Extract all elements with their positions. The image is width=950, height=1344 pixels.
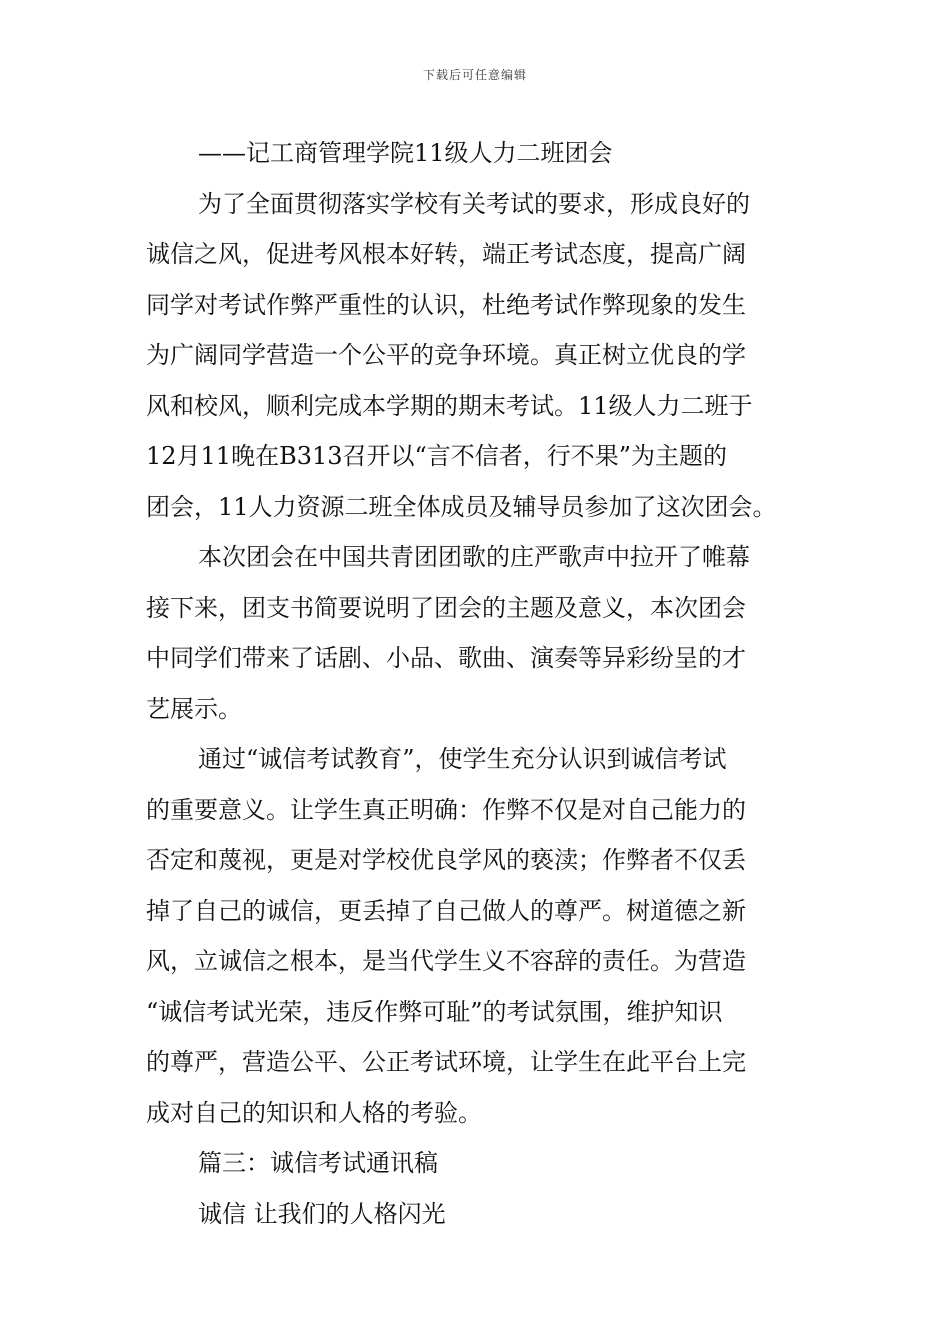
paragraph-line: 的重要意义。让学生真正明确：作弊不仅是对自己能力的 — [146, 795, 746, 824]
paragraph-line: 接下来，团支书简要说明了团会的主题及意义，本次团会 — [146, 593, 746, 622]
paragraph-line: 否定和蔑视，更是对学校优良学风的亵渎；作弊者不仅丢 — [146, 846, 746, 874]
paragraph-1 — [146, 179, 808, 533]
paragraph-line: 通过“诚信考试教育”，使学生充分认识到诚信考试 — [198, 745, 727, 773]
paragraph-line: 为广阔同学营造一个公平的竞争环境。真正树立优良的学 — [146, 341, 746, 369]
paragraph-line: 同学对考试作弊严重性的认识，杜绝考试作弊现象的发生 — [146, 290, 746, 319]
paragraph-line: 诚信之风，促进考风根本好转，端正考试态度，提高广阔 — [146, 240, 746, 268]
section-heading: 篇三：诚信考试通讯稿 — [198, 1149, 438, 1177]
document-body — [146, 128, 808, 1239]
paragraph-line: 掉了自己的诚信，更丢掉了自己做人的尊严。树道德之新 — [146, 896, 746, 925]
paragraph-line: 团会，11人力资源二班全体成员及辅导员参加了这次团会。 — [146, 492, 777, 521]
paragraph-2 — [146, 532, 808, 734]
paragraph-line: 成对自己的知识和人格的考验。 — [146, 1098, 482, 1127]
paragraph-line: 12月11晚在B313召开以“言不信者，行不果”为主题的 — [146, 442, 728, 470]
paragraph-3 — [146, 734, 808, 1138]
paragraph-line: 风，立诚信之根本，是当代学生义不容辞的责任。为营造 — [146, 947, 746, 975]
paragraph-line: “诚信考试光荣，违反作弊可耻”的考试氛围，维护知识 — [146, 997, 723, 1026]
paragraph-line: 中同学们带来了话剧、小品、歌曲、演奏等异彩纷呈的才 — [146, 644, 746, 672]
paragraph-line: 为了全面贯彻落实学校有关考试的要求，形成良好的 — [198, 189, 750, 218]
page-header-note: 下载后可任意编辑 — [422, 68, 527, 82]
document-subtitle: ——记工商管理学院11级人力二班团会 — [198, 139, 613, 167]
section-title: 诚信 让我们的人格闪光 — [198, 1199, 446, 1228]
paragraph-line: 的尊严，营造公平、公正考试环境，让学生在此平台上完 — [146, 1048, 746, 1076]
paragraph-line: 风和校风，顺利完成本学期的期末考试。11级人力二班于 — [146, 391, 753, 420]
paragraph-line: 本次团会在中国共青团团歌的庄严歌声中拉开了帷幕 — [198, 543, 750, 571]
paragraph-line: 艺展示。 — [146, 694, 242, 723]
